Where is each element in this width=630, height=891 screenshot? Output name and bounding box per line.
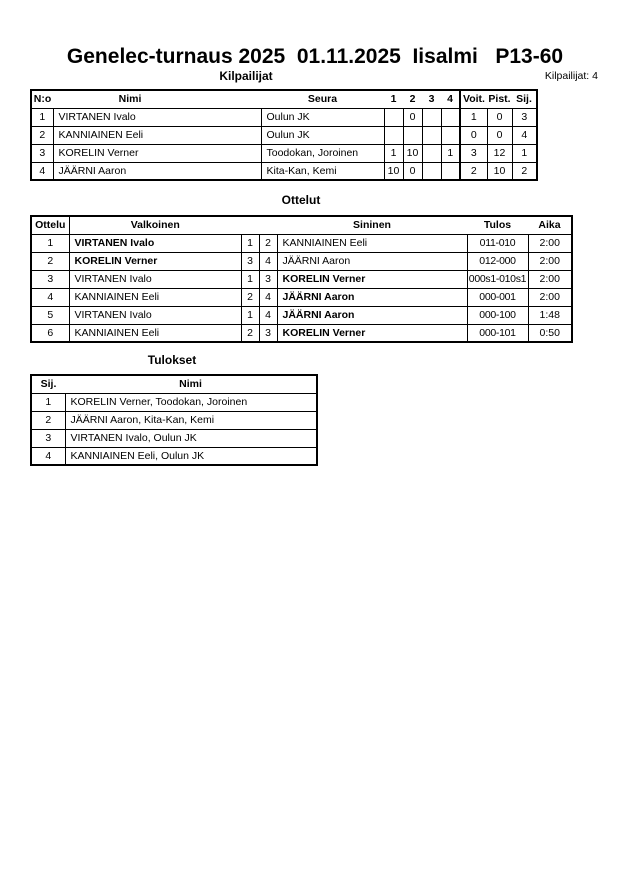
white-competitor-name: KANNIAINEN Eeli xyxy=(69,288,241,306)
final-placement: 3 xyxy=(31,429,65,447)
wins-value: 1 xyxy=(460,108,487,126)
score-vs-2: 0 xyxy=(403,108,422,126)
column-header-pist: Pist. xyxy=(487,90,512,108)
column-header-ottelu: Ottelu xyxy=(31,216,69,234)
white-competitor-number: 2 xyxy=(241,324,259,342)
competitor-name: JÄÄRNI Aaron xyxy=(53,162,261,180)
score-vs-3 xyxy=(422,108,441,126)
match-number: 1 xyxy=(31,234,69,252)
match-result: 012-000 xyxy=(467,252,528,270)
column-header-tulos: Tulos xyxy=(467,216,528,234)
match-time: 1:48 xyxy=(528,306,572,324)
tulokset-header-row xyxy=(31,375,317,393)
blue-competitor-number: 3 xyxy=(259,324,277,342)
kilpailijat-table xyxy=(30,89,538,181)
competitors-count: Kilpailijat: 4 xyxy=(544,70,598,82)
match-time: 2:00 xyxy=(528,270,572,288)
column-header-blue-number xyxy=(259,216,277,234)
score-vs-1 xyxy=(384,108,403,126)
competitor-number: 3 xyxy=(31,144,53,162)
match-number: 4 xyxy=(31,288,69,306)
score-vs-2: 0 xyxy=(403,162,422,180)
wins-value: 0 xyxy=(460,126,487,144)
competitor-club: Kita-Kan, Kemi xyxy=(261,162,384,180)
white-competitor-number: 1 xyxy=(241,306,259,324)
score-vs-3 xyxy=(422,162,441,180)
points-value: 0 xyxy=(487,108,512,126)
column-header-nimi: Nimi xyxy=(53,90,261,108)
blue-competitor-number: 4 xyxy=(259,288,277,306)
white-competitor-name: VIRTANEN Ivalo xyxy=(69,306,241,324)
points-value: 10 xyxy=(487,162,512,180)
kilpailijat-row xyxy=(31,144,537,162)
ottelut-row xyxy=(31,252,572,270)
score-vs-1 xyxy=(384,126,403,144)
points-value: 12 xyxy=(487,144,512,162)
white-competitor-name: VIRTANEN Ivalo xyxy=(69,234,241,252)
blue-competitor-name: JÄÄRNI Aaron xyxy=(277,288,467,306)
competitor-name: KANNIAINEN Eeli xyxy=(53,126,261,144)
blue-competitor-name: KORELIN Verner xyxy=(277,270,467,288)
tulokset-row xyxy=(31,447,317,465)
tulokset-row xyxy=(31,393,317,411)
column-header-1: 1 xyxy=(384,90,403,108)
match-number: 5 xyxy=(31,306,69,324)
blue-competitor-name: KORELIN Verner xyxy=(277,324,467,342)
blue-competitor-number: 4 xyxy=(259,252,277,270)
competitor-club: Toodokan, Joroinen xyxy=(261,144,384,162)
final-competitor-name: KANNIAINEN Eeli, Oulun JK xyxy=(65,447,317,465)
kilpailijat-header-row xyxy=(31,90,537,108)
kilpailijat-heading: Kilpailijat xyxy=(219,69,273,83)
points-value: 0 xyxy=(487,126,512,144)
kilpailijat-row xyxy=(31,108,537,126)
ottelut-row xyxy=(31,270,572,288)
score-vs-1: 10 xyxy=(384,162,403,180)
white-competitor-number: 1 xyxy=(241,270,259,288)
ottelut-heading: Ottelut xyxy=(281,193,321,207)
kilpailijat-row xyxy=(31,162,537,180)
blue-competitor-number: 4 xyxy=(259,306,277,324)
match-number: 6 xyxy=(31,324,69,342)
match-time: 2:00 xyxy=(528,234,572,252)
page-title: Genelec-turnaus 2025 01.11.2025 Iisalmi P13-60 xyxy=(66,45,564,68)
column-header-4: 4 xyxy=(441,90,460,108)
ottelut-row xyxy=(31,288,572,306)
score-vs-3 xyxy=(422,144,441,162)
blue-competitor-name: JÄÄRNI Aaron xyxy=(277,252,467,270)
score-vs-4: 1 xyxy=(441,144,460,162)
match-result: 000s1-010s1 xyxy=(467,270,528,288)
placement-value: 1 xyxy=(512,144,537,162)
column-header-aika: Aika xyxy=(528,216,572,234)
wins-value: 3 xyxy=(460,144,487,162)
wins-value: 2 xyxy=(460,162,487,180)
score-vs-4 xyxy=(441,162,460,180)
column-header-sininen: Sininen xyxy=(277,216,467,234)
white-competitor-number: 3 xyxy=(241,252,259,270)
column-header-white-number xyxy=(241,216,259,234)
ottelut-row xyxy=(31,234,572,252)
white-competitor-number: 2 xyxy=(241,288,259,306)
white-competitor-number: 1 xyxy=(241,234,259,252)
tulokset-row xyxy=(31,429,317,447)
competitor-number: 4 xyxy=(31,162,53,180)
competitor-number: 2 xyxy=(31,126,53,144)
ottelut-row xyxy=(31,324,572,342)
white-competitor-name: VIRTANEN Ivalo xyxy=(69,270,241,288)
final-competitor-name: VIRTANEN Ivalo, Oulun JK xyxy=(65,429,317,447)
column-header-3: 3 xyxy=(422,90,441,108)
column-header-voit: Voit. xyxy=(460,90,487,108)
competitor-number: 1 xyxy=(31,108,53,126)
column-header-sij: Sij. xyxy=(31,375,65,393)
final-competitor-name: KORELIN Verner, Toodokan, Joroinen xyxy=(65,393,317,411)
final-placement: 2 xyxy=(31,411,65,429)
ottelut-table xyxy=(30,215,573,343)
score-vs-3 xyxy=(422,126,441,144)
ottelut-header-row xyxy=(31,216,572,234)
match-time: 0:50 xyxy=(528,324,572,342)
placement-value: 3 xyxy=(512,108,537,126)
white-competitor-name: KORELIN Verner xyxy=(69,252,241,270)
score-vs-1: 1 xyxy=(384,144,403,162)
match-result: 000-001 xyxy=(467,288,528,306)
match-time: 2:00 xyxy=(528,252,572,270)
white-competitor-name: KANNIAINEN Eeli xyxy=(69,324,241,342)
blue-competitor-number: 3 xyxy=(259,270,277,288)
match-number: 2 xyxy=(31,252,69,270)
competitor-club: Oulun JK xyxy=(261,108,384,126)
column-header-valkoinen: Valkoinen xyxy=(69,216,241,234)
score-vs-4 xyxy=(441,126,460,144)
tulokset-heading: Tulokset xyxy=(147,353,197,367)
blue-competitor-number: 2 xyxy=(259,234,277,252)
competitor-name: KORELIN Verner xyxy=(53,144,261,162)
column-header-2: 2 xyxy=(403,90,422,108)
final-competitor-name: JÄÄRNI Aaron, Kita-Kan, Kemi xyxy=(65,411,317,429)
score-vs-2 xyxy=(403,126,422,144)
blue-competitor-name: KANNIAINEN Eeli xyxy=(277,234,467,252)
ottelut-row xyxy=(31,306,572,324)
match-result: 000-101 xyxy=(467,324,528,342)
match-number: 3 xyxy=(31,270,69,288)
column-header-sij: Sij. xyxy=(512,90,537,108)
competitor-club: Oulun JK xyxy=(261,126,384,144)
placement-value: 4 xyxy=(512,126,537,144)
score-vs-4 xyxy=(441,108,460,126)
blue-competitor-name: JÄÄRNI Aaron xyxy=(277,306,467,324)
tulokset-row xyxy=(31,411,317,429)
match-result: 000-100 xyxy=(467,306,528,324)
match-time: 2:00 xyxy=(528,288,572,306)
column-header-no: N:o xyxy=(31,90,53,108)
score-vs-2: 10 xyxy=(403,144,422,162)
placement-value: 2 xyxy=(512,162,537,180)
column-header-nimi: Nimi xyxy=(65,375,317,393)
final-placement: 1 xyxy=(31,393,65,411)
kilpailijat-row xyxy=(31,126,537,144)
competitor-name: VIRTANEN Ivalo xyxy=(53,108,261,126)
match-result: 011-010 xyxy=(467,234,528,252)
column-header-seura: Seura xyxy=(261,90,384,108)
final-placement: 4 xyxy=(31,447,65,465)
tulokset-table xyxy=(30,374,318,466)
